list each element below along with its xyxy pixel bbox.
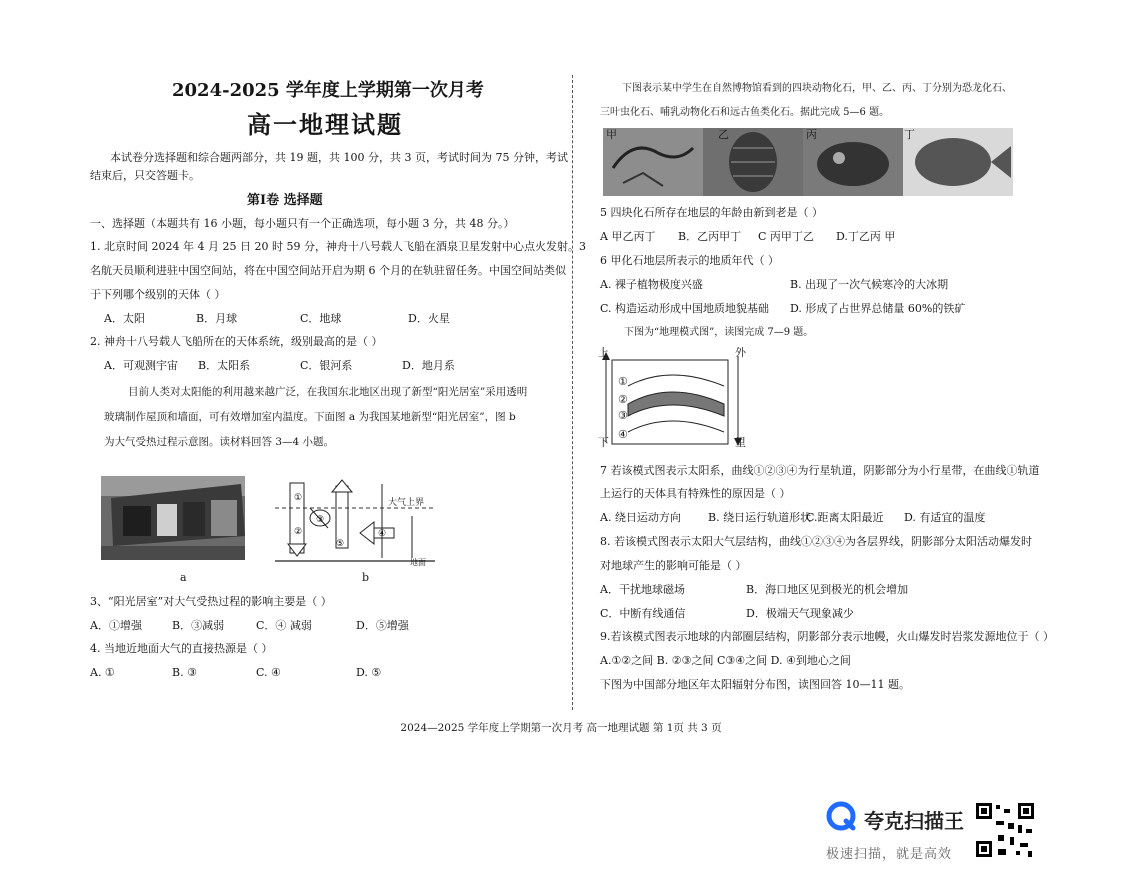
q3-line1: 3、“阳光居室”对大气受热过程的影响主要是（ ） — [90, 595, 332, 608]
model-num-3: ③ — [618, 409, 628, 422]
quark-logo-icon — [826, 801, 856, 831]
q2-option-b: B．太阳系 — [198, 359, 251, 372]
q3-option-a: A．①增强 — [90, 619, 142, 632]
svg-text:⑤: ⑤ — [336, 539, 345, 549]
svg-text:②: ② — [294, 527, 303, 537]
q8-line1: 8. 若该模式图表示太阳大气层结构，曲线①②③④为各层界线，阴影部分太阳活动爆发时 — [600, 535, 1032, 548]
model-label-bottom: 下 — [598, 436, 609, 449]
q7-option-a: A. 绕日运动方向 — [600, 511, 681, 524]
q2-option-c: C．银河系 — [300, 359, 353, 372]
q5-option-c: C 丙甲丁乙 — [758, 230, 814, 243]
q5-option-a: A 甲乙丙丁 — [600, 230, 656, 243]
q4-option-c: C. ④ — [256, 666, 281, 679]
part-instruction: 一、选择题（本题共有 16 小题，每小题只有一个正确选项，每小题 3 分，共 48 分。） — [90, 217, 515, 230]
q6-option-b: B. 出现了一次气候寒冷的大冰期 — [790, 278, 949, 291]
model-label-top: 上 — [598, 346, 609, 359]
q7-line1: 7 若该模式图表示太阳系，曲线①②③④为行星轨道，阴影部分为小行星带，在曲线①轨道 — [600, 464, 1040, 477]
subject-title: 高一地理试题 — [247, 110, 403, 139]
q6-line1: 6 甲化石地层所表示的地质年代（ ） — [600, 254, 779, 267]
q1-option-d: D．火星 — [408, 312, 450, 325]
q6-option-c: C. 构造运动形成中国地质地貌基础 — [600, 302, 770, 315]
fig-b-ground-label: 地面 — [410, 558, 426, 567]
q8-option-a: A．干扰地球磁场 — [600, 583, 685, 596]
q3-option-b: B．③减弱 — [172, 619, 225, 632]
column-divider — [572, 75, 573, 710]
qr-code-icon — [974, 801, 1036, 859]
q8-option-b: B．海口地区见到极光的机会增加 — [746, 583, 909, 596]
q4-option-d: D. ⑤ — [356, 666, 382, 679]
model-label-inner: 里 — [735, 436, 746, 449]
q3-option-c: C．④ 减弱 — [256, 619, 312, 632]
q6-option-d: D. 形成了占世界总储量 60%的铁矿 — [790, 302, 966, 315]
fig-b-top-label: 大气上界 — [388, 498, 425, 508]
passage-line2: 玻璃制作屋顶和墙面，可有效增加室内温度。下面图 a 为我国某地新型“阳光居室”，图 b — [104, 411, 516, 423]
q4-line1: 4. 当地近地面大气的直接热源是（ ） — [90, 642, 273, 655]
q9-line1: 9.若该模式图表示地球的内部圈层结构，阴影部分表示地幔，火山爆发时岩浆发源地位于（ ） — [600, 630, 1054, 643]
fossil-passage-line1: 下图表示某中学生在自然博物馆看到的四块动物化石，甲、乙、丙、丁分别为恐龙化石、 — [622, 83, 1012, 94]
svg-text:①: ① — [294, 493, 303, 503]
q1-option-c: C．地球 — [300, 312, 342, 325]
q7-option-b: B. 绕日运行轨道形状 — [708, 511, 812, 524]
fossil-passage-line2: 三叶虫化石、哺乳动物化石和远古鱼类化石。据此完成 5—6 题。 — [600, 107, 890, 118]
q7-line2: 上运行的天体具有特殊性的原因是（ ） — [600, 487, 791, 500]
brand-name: 夸克扫描王 — [864, 809, 964, 833]
q1-line1: 1. 北京时间 2024 年 4 月 25 日 20 时 59 分，神舟十八号载人飞船在酒泉卫星发射中心点火发射。3 — [90, 240, 586, 253]
q2-option-a: A．可观测宇宙 — [104, 359, 178, 372]
q5-line1: 5 四块化石所存在地层的年龄由新到老是（ ） — [600, 206, 823, 219]
q5-option-d: D.丁乙丙 甲 — [836, 230, 896, 243]
q8-line2: 对地球产生的影响可能是（ ） — [600, 559, 747, 572]
q4-option-a: A. ① — [90, 666, 115, 679]
passage-line3: 为大气受热过程示意图。读材料回答 3—4 小题。 — [104, 436, 335, 448]
q9-options: A.①②之间 B. ②③之间 C③④之间 D. ④到地心之间 — [600, 654, 851, 667]
svg-text:④: ④ — [378, 529, 387, 539]
scanner-brand — [826, 801, 964, 862]
fig-b-label: b — [362, 571, 370, 584]
exam-title: 2024-2025 学年度上学期第一次月考 — [172, 80, 484, 101]
model-num-1: ① — [618, 375, 628, 388]
q1-option-a: A．太阳 — [104, 312, 145, 325]
intro-line2: 结束后，只交答题卡。 — [90, 169, 200, 182]
q1-option-b: B．月球 — [196, 312, 238, 325]
q2-option-d: D．地月系 — [402, 359, 455, 372]
fossil-label-yi: 乙 — [718, 128, 729, 141]
model-label-outer: 外 — [735, 346, 746, 359]
passage-line1: 目前人类对太阳能的利用越来越广泛，在我国东北地区出现了新型“阳光居室”采用透明 — [128, 386, 528, 398]
q8-option-d: D．极端天气现象减少 — [746, 607, 854, 620]
q8-option-c: C．中断有线通信 — [600, 607, 686, 620]
model-num-2: ② — [618, 393, 628, 406]
q1-line2: 名航天员顺利进驻中国空间站，将在中国空间站开启为期 6 个月的在轨驻留任务。中国空间站类似 — [90, 264, 566, 277]
fossil-label-jia: 甲 — [606, 128, 617, 141]
part-title: 第Ⅰ卷 选择题 — [247, 193, 323, 208]
q3-option-d: D．⑤增强 — [356, 619, 409, 632]
q7-option-d: D. 有适宜的温度 — [904, 511, 986, 524]
q1-line3: 于下列哪个级别的天体（ ） — [90, 288, 226, 301]
q10-intro: 下图为中国部分地区年太阳辐射分布图，读图回答 10—11 题。 — [600, 678, 910, 691]
page-footer: 2024—2025 学年度上学期第一次月考 高一地理试题 第 1页 共 3 页 — [400, 722, 722, 734]
fossil-label-bing: 丙 — [806, 128, 817, 141]
model-num-4: ④ — [618, 428, 628, 441]
q7-option-c: C.距离太阳最近 — [806, 511, 884, 524]
brand-slogan: 极速扫描，就是高效 — [826, 847, 953, 862]
intro-line1: 本试卷分选择题和综合题两部分，共 19 题，共 100 分，共 3 页，考试时间为 75 分钟，考试 — [110, 151, 568, 164]
q5-option-b: B．乙丙甲丁 — [678, 230, 742, 243]
fossil-label-ding: 丁 — [904, 128, 915, 141]
svg-text:③: ③ — [316, 515, 325, 525]
q6-option-a: A. 裸子植物极度兴盛 — [600, 278, 703, 291]
model-passage: 下图为“地理模式图”，读图完成 7—9 题。 — [624, 327, 814, 338]
q4-option-b: B. ③ — [172, 666, 197, 679]
q2-line1: 2. 神舟十八号载人飞船所在的天体系统，级别最高的是（ ） — [90, 335, 383, 348]
sunroom-photo — [101, 476, 245, 560]
fig-a-label: a — [180, 571, 187, 584]
